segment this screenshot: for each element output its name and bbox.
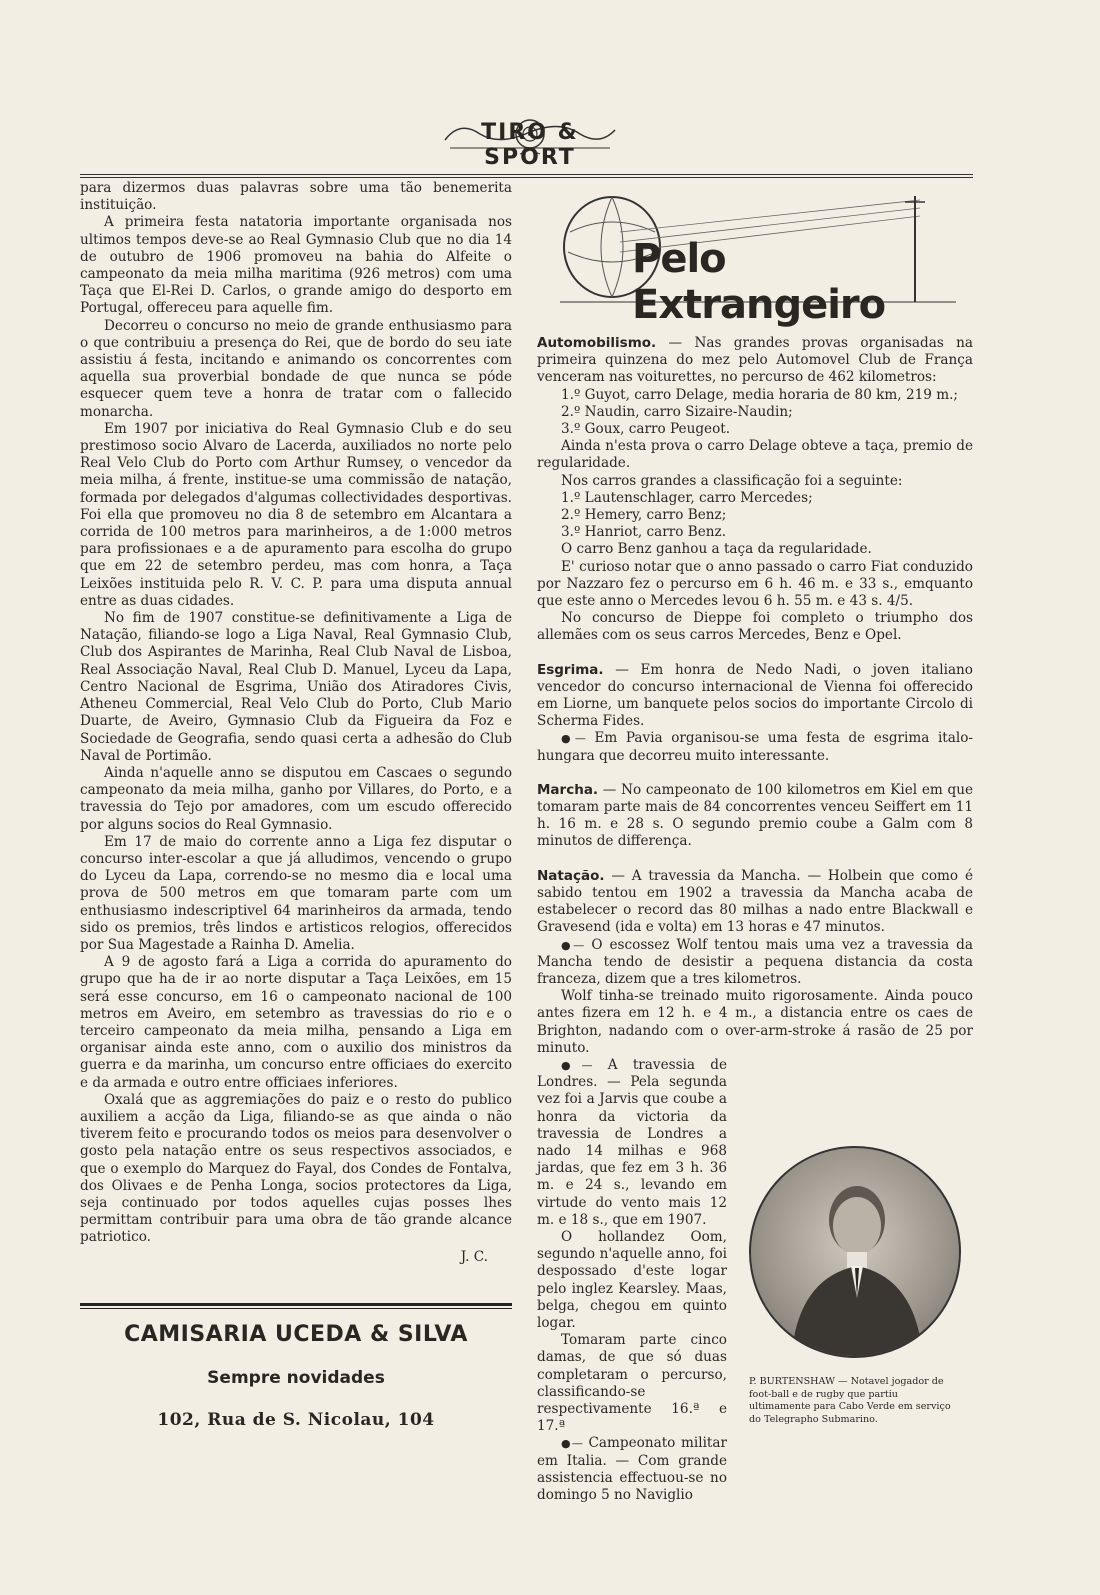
paragraph: — A travessia da Mancha. — Holbein que como é sabido tentou em 1902 a travessia da Mancha acaba de estabelecer o record das 80 milhas a nado entre Blackwall e Gravesend (ida e volta) em 13 horas e 47 minutos.: [537, 867, 973, 936]
section-heading-esgrima: Esgrima.: [537, 661, 604, 678]
masthead-text: TIRO & SPORT: [481, 120, 579, 170]
paragraph: — Em honra de Nedo Nadi, o joven italiano vencedor do concurso internacional de Vienna foi offerecido em Liorne, um banquete pelos socios do importante Circolo di Scherma Fides.: [537, 661, 973, 730]
paragraph: — Nas grandes provas organisadas na primeira quinzena do mez pelo Automovel Club de França venceram nas voiturettes, no percurso de 462 kilometros:: [537, 335, 973, 386]
result-line: 2.º Naudin, carro Sizaire-Naudin;: [561, 403, 793, 420]
paragraph: A primeira festa natatoria importante organisada nos ultimos tempos deve-se ao Real Gymnasio Club que no dia 14 de outubro de 1906 promoveu na bahia do Alfeite o campeonato da meia milha maritima (926 metros) com uma Taça que El-Rei D. Carlos, o grande amigo do desporto em Portugal, offereceu para aquelle fim.: [80, 214, 512, 317]
result-line: 3.º Hanriot, carro Benz.: [561, 524, 727, 541]
photo-caption: P. BURTENSHAW — Notavel jogador de foot-ball e de rugby que partiu ultimamente para Cabo Verde em serviço do Telegrapho Submarino.: [749, 1376, 951, 1425]
section-heading-marcha: Marcha.: [537, 781, 599, 798]
paragraph: No concurso de Dieppe foi completo o triumpho dos allemães com os seus carros Mercedes, Benz e Opel.: [537, 610, 973, 644]
bullet-icon: ●—: [561, 938, 585, 952]
result-line: 1.º Guyot, carro Delage, media horaria de 80 km, 219 m.;: [561, 386, 959, 403]
paragraph: Nos carros grandes a classificação foi a seguinte:: [561, 472, 903, 489]
person-icon: [751, 1148, 961, 1358]
bullet-icon: ●—: [561, 1058, 593, 1072]
paragraph: E' curioso notar que o anno passado o carro Fiat conduzido por Nazzaro fez o percurso em 6 h. 46 m. e 33 s., emquanto que este anno o Mercedes levou 6 h. 55 m. e 43 s. 4/5.: [537, 558, 973, 610]
paragraph: Em 1907 por iniciativa do Real Gymnasio Club e do seu prestimoso socio Alvaro de Lacerda, auxiliados no norte pelo Real Velo Club do Porto com Arthur Rumsey, o vencedor da meia milha, á frente, institue-se uma commissão de natação, formada por delegados d'algumas collectividades desportivas. Foi ella que promoveu no dia 8 de setembro em Alcantara a corrida de 100 metros para marinheiros, a de 1:000 metros para profissionaes e a de apuramento para escolha do grupo que em 22 de setembro perdeu, mas com honra, a Taça Leixões instituida pelo R. V. C. P. para uma disputa annual entre as duas cidades.: [80, 420, 512, 609]
section-heading-automobilismo: Automobilismo.: [537, 335, 657, 351]
section-heading-natacao: Natação.: [537, 867, 605, 884]
bullet-icon: ●—: [561, 732, 586, 746]
paragraph: A travessia de Londres. — Pela segunda vez foi a Jarvis que coube a honra da victoria da travessia de Londres a nado 14 milhas e 968 jardas, que fez em 3 h. 36 m. e 24 s., levando em virtude do vento mais 12 m. e 18 s., que em 1907.: [537, 1056, 727, 1228]
paragraph: Campeonato militar em Italia. — Com grande assistencia effectuou-se no domingo 5 no Naviglio: [537, 1435, 727, 1503]
paragraph: Oxalá que as aggremiações do paiz e o resto do publico auxiliem a acção da Liga, filiando-se as que ainda o não tiverem feito e procurando todos os meios para desenvolver o gosto pela natação entre os seus respectivos associados, e que o exemplo do Marquez do Fayal, dos Condes de Fontalva, dos Olivaes e de Penha Longa, socios protectores da Liga, seja continuado por todos aquelles cujas posses lhes permittam contribuir para uma obra de tão grande alcance patriotico.: [80, 1091, 512, 1246]
paragraph: O escossez Wolf tentou mais uma vez a travessia da Mancha tendo de desistir a pequena distancia da costa franceza, dizem que a tres kilometros.: [537, 936, 973, 987]
advert-subtitle: Sempre novidades: [207, 1368, 385, 1388]
paragraph: para dizermos duas palavras sobre uma tão benemerita instituição.: [80, 180, 512, 214]
paragraph: Em Pavia organisou-se uma festa de esgrima italo-hungara que decorreu muito interessante.: [537, 730, 973, 764]
result-line: 3.º Goux, carro Peugeot.: [561, 421, 731, 438]
narrow-text-block: [537, 1057, 727, 1504]
section-header: [560, 192, 956, 328]
result-line: 2.º Hemery, carro Benz;: [561, 507, 727, 524]
header-rule: [80, 174, 973, 175]
portrait-photo: [749, 1146, 961, 1358]
advert-rule: [80, 1303, 512, 1306]
header-rule-secondary: [80, 177, 973, 178]
paragraph: Wolf tinha-se treinado muito rigorosamente. Ainda pouco antes fizera em 12 h. e 4 m., a distancia entre os caes de Brighton, nadando com o over-arm-stroke á rasão de 25 por minuto.: [537, 988, 973, 1056]
section-header-title: Pelo Extrangeiro: [632, 236, 886, 328]
paragraph: A 9 de agosto fará a Liga a corrida do apuramento do grupo que ha de ir ao norte disputar a Taça Leixões, em 15 será esse concurso, em 16 o campeonato nacional de 100 metros em Aveiro, em setembro as travessias do rio e o terceiro campeonato da meia milha, pensando a Liga em organisar ainda este anno, com o auxilio dos ministros da guerra e da marinha, um concurso entre officiaes do exercito e da armada e outro entre officiaes inferiores.: [80, 954, 512, 1091]
paragraph: No fim de 1907 constitue-se definitivamente a Liga de Natação, filiando-se logo a Liga Naval, Real Gymnasio Club, Club dos Aspirantes de Marinha, Real Club Naval de Lisboa, Real Associação Naval, Real Club D. Manuel, Lyceu da Lapa, Centro Nacional de Esgrima, União dos Atiradores Civis, Atheneu Commercial, Real Velo Club do Porto, Club Mario Duarte, de Aveiro, Gymnasio Club da Figueira da Foz e Sociedade de Geografia, sendo quasi certa a adhesão do Club Naval de Portimão.: [80, 610, 512, 764]
paragraph: O hollandez Oom, segundo n'aquelle anno, foi despossado d'este logar pelo inglez Kearsley. Maas, belga, chegou em quinto logar.: [537, 1228, 727, 1331]
paragraph: O carro Benz ganhou a taça da regularidade.: [561, 541, 872, 558]
paragraph: Decorreu o concurso no meio de grande enthusiasmo para o que contribuiu a presença do Rei, que de bordo do seu iate assistiu á festa, incitando e animando os concorrentes com aquella sua proverbial bondade de que nunca se póde esquecer quem teve a honra de tratar com o fallecido monarcha.: [80, 317, 512, 420]
signature: J. C.: [460, 1248, 488, 1265]
paragraph: Tomaram parte cinco damas, de que só duas completaram o percurso, classificando-se respectivamente 16.ª e 17.ª: [537, 1332, 727, 1435]
advert-title: CAMISARIA UCEDA & SILVA: [124, 1322, 468, 1347]
masthead-logo: [440, 112, 620, 170]
paragraph: — No campeonato de 100 kilometros em Kiel em que tomaram parte mais de 84 concorrentes venceu Seiffert em 11 h. 16 m. e 28 s. O segundo premio coube a Galm com 8 minutos de differença.: [537, 781, 973, 850]
advert-address: 102, Rua de S. Nicolau, 104: [157, 1410, 435, 1430]
advert-rule-thin: [80, 1308, 512, 1309]
bullet-icon: ●—: [561, 1437, 583, 1451]
paragraph: Em 17 de maio do corrente anno a Liga fez disputar o concurso inter-escolar a que já alludimos, vencendo o grupo do Lyceu da Lapa, correndo-se no mesmo dia e local uma prova de 500 metros em que tomaram parte com um enthusiasmo indescriptivel 64 marinheiros da armada, tendo sido os premios, três lindos e artisticos relogios, offerecidos por Sua Magestade a Rainha D. Amelia.: [80, 833, 512, 953]
left-column: [80, 180, 512, 1266]
paragraph: Ainda n'esta prova o carro Delage obteve a taça, premio de regularidade.: [537, 438, 973, 472]
result-line: 1.º Lautenschlager, carro Mercedes;: [561, 489, 813, 506]
paragraph: Ainda n'aquelle anno se disputou em Cascaes o segundo campeonato da meia milha, ganho por Villares, do Porto, e a travessia do Tejo por amadores, com um escudo offerecido por alguns socios do Real Gymnasio.: [80, 764, 512, 833]
